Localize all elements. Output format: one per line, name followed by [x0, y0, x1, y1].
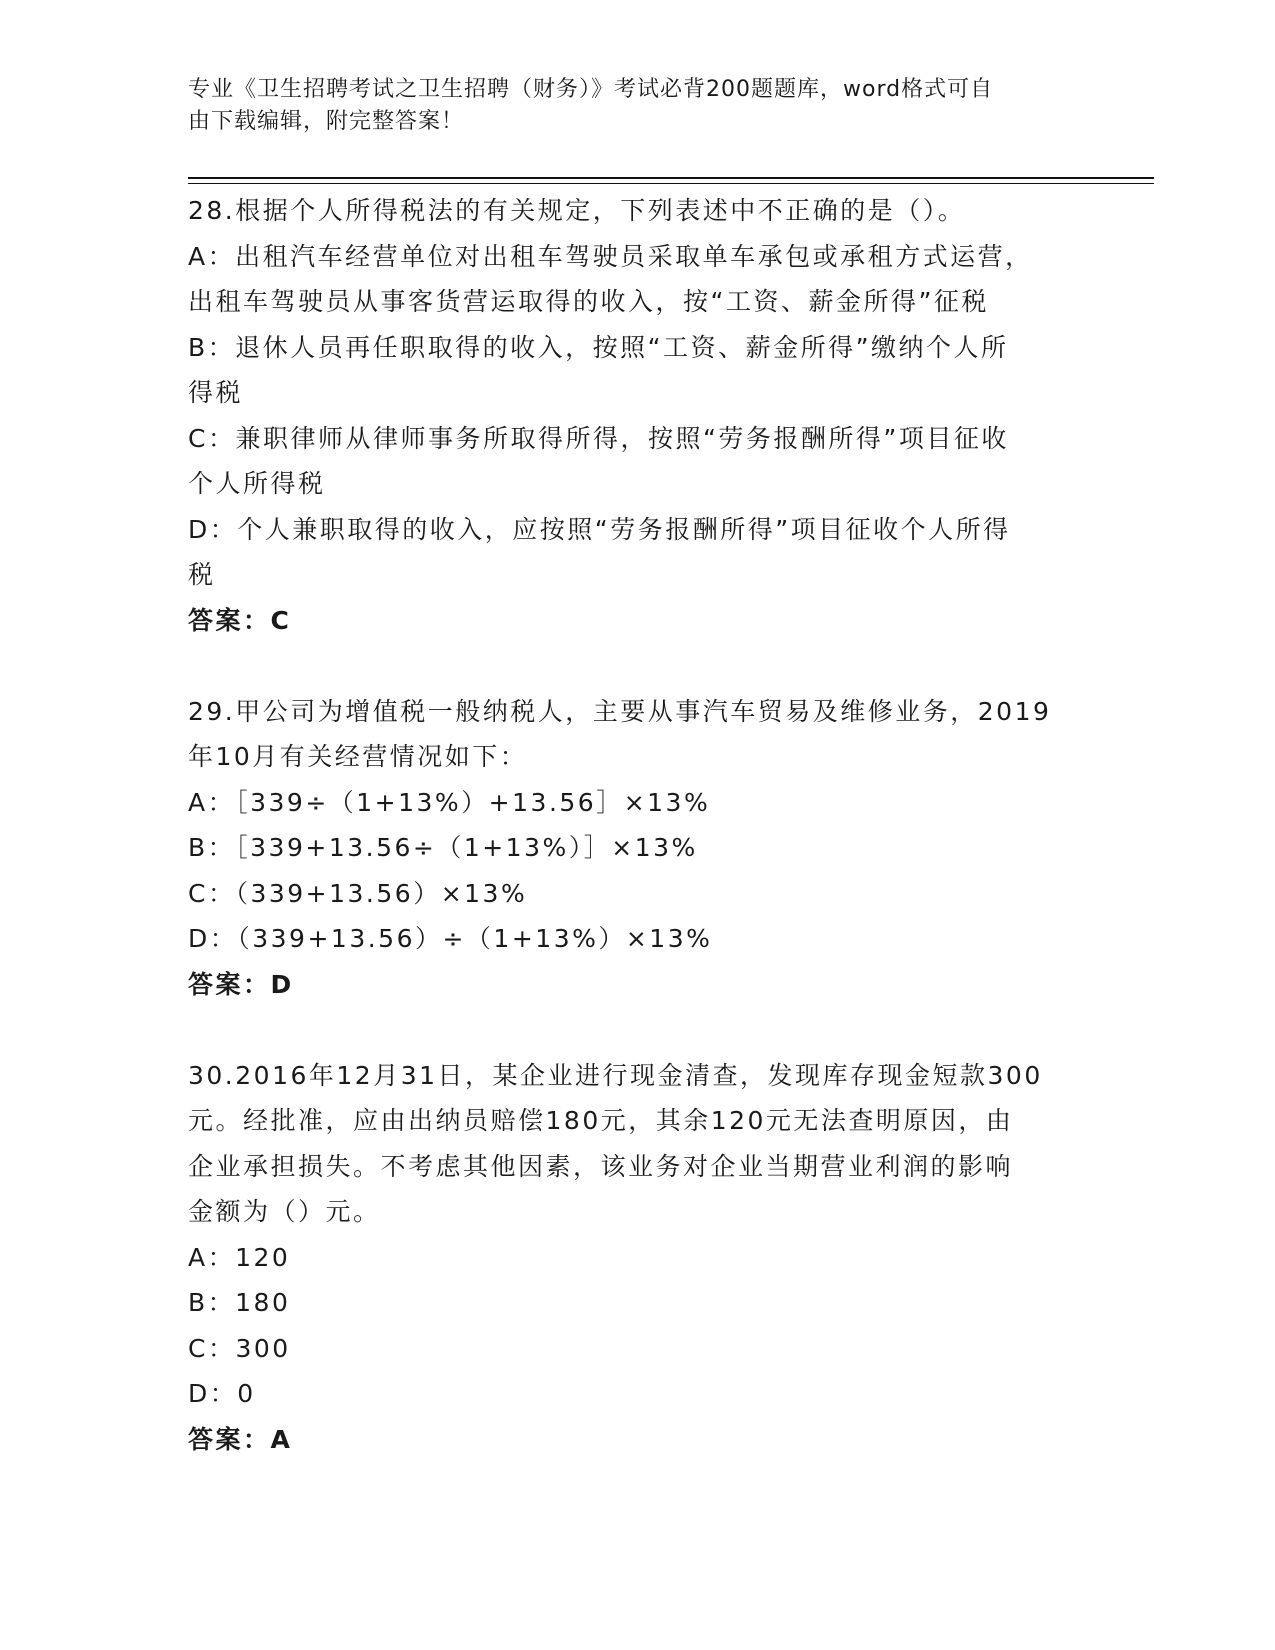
answer-label: 答案：A — [188, 1424, 293, 1454]
option-c: C：300 — [188, 1333, 291, 1363]
option-d-continued: 税 — [188, 560, 216, 589]
header-line-2: 由下载编辑，附完整答案！ — [188, 109, 465, 134]
option-a: A：出租汽车经营单位对出租车驾驶员采取单车承包或承租方式运营， — [188, 241, 1033, 271]
option-c: C：（339+13.56）×13% — [188, 878, 528, 908]
question-stem-continued: 企业承担损失。不考虑其他因素，该业务对企业当期营业利润的影响 — [188, 1151, 1014, 1181]
document-header — [188, 74, 1068, 138]
question-stem: 29.甲公司为增值税一般纳税人，主要从事汽车贸易及维修业务，2019 — [188, 696, 1052, 726]
answer-label: 答案：D — [188, 969, 294, 999]
question-stem: 28.根据个人所得税法的有关规定，下列表述中不正确的是（）。 — [188, 196, 966, 225]
option-b: B：退休人员再任职取得的收入，按照“工资、薪金所得”缴纳个人所 — [188, 332, 1009, 362]
question-stem-continued: 元。经批准，应由出纳员赔偿180元，其余120元无法查明原因，由 — [188, 1106, 1014, 1135]
question-gap — [188, 1007, 1068, 1053]
question-30 — [188, 1053, 1068, 1463]
question-stem: 30.2016年12月31日，某企业进行现金清查，发现库存现金短款300 — [188, 1060, 1043, 1090]
option-a: A：120 — [188, 1242, 291, 1272]
question-29 — [188, 689, 1068, 1008]
header-divider-thick — [188, 177, 1154, 179]
header-line-1: 专业《卫生招聘考试之卫生招聘（财务）》考试必背200题题库，word格式可自 — [188, 77, 994, 102]
question-list — [188, 188, 1068, 1462]
option-c: C：兼职律师从律师事务所取得所得，按照“劳务报酬所得”项目征收 — [188, 423, 1009, 453]
option-c-continued: 个人所得税 — [188, 469, 326, 498]
question-stem-continued: 金额为（）元。 — [188, 1197, 381, 1226]
option-d: D：个人兼职取得的收入，应按照“劳务报酬所得”项目征收个人所得 — [188, 514, 1011, 544]
question-gap — [188, 643, 1068, 689]
option-a: A：［339÷（1+13%）+13.56］×13% — [188, 787, 711, 817]
option-b: B：180 — [188, 1288, 291, 1317]
option-b: B：［339+13.56÷（1+13%）］×13% — [188, 833, 698, 862]
option-a-continued: 出租车驾驶员从事客货营运取得的收入，按“工资、薪金所得”征税 — [188, 287, 989, 316]
option-d: D：（339+13.56）÷（1+13%）×13% — [188, 924, 713, 953]
header-divider-thin — [188, 183, 1154, 184]
question-stem-continued: 年10月有关经营情况如下： — [188, 742, 528, 771]
option-b-continued: 得税 — [188, 378, 244, 407]
answer-label: 答案：C — [188, 605, 292, 635]
question-28 — [188, 188, 1068, 643]
option-d: D：0 — [188, 1379, 256, 1408]
